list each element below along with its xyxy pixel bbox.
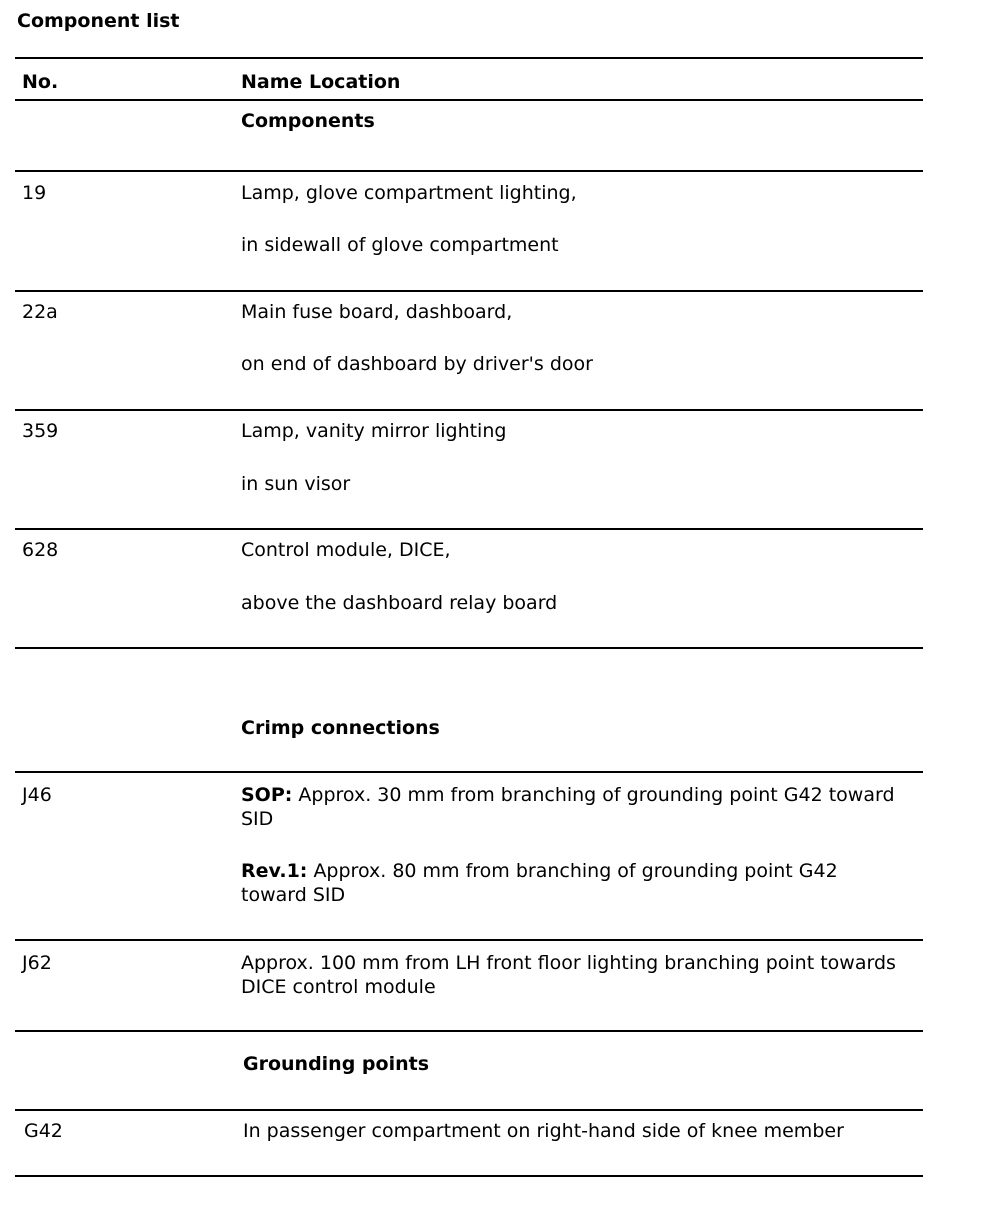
document-title: Component list: [17, 10, 180, 32]
row-description: In passenger compartment on right-hand side of knee member: [243, 1120, 844, 1142]
row-name: Main fuse board, dashboard,: [241, 301, 513, 323]
section-heading-crimp-connections: Crimp connections: [241, 717, 440, 739]
row-divider: [15, 1109, 923, 1111]
section-end-rule: [15, 647, 923, 649]
section-heading-grounding-points: Grounding points: [243, 1053, 430, 1075]
row-location: on end of dashboard by driver's door: [241, 353, 593, 375]
row-location: above the dashboard relay board: [241, 592, 558, 614]
column-header-name-location: Name Location: [241, 71, 401, 93]
row-divider: [15, 409, 923, 411]
section-heading-components: Components: [241, 110, 375, 132]
row-divider: [15, 528, 923, 530]
row-rev-description: [241, 859, 901, 907]
row-name: Lamp, glove compartment lighting,: [241, 182, 577, 204]
row-location: in sun visor: [241, 473, 351, 495]
row-divider: [15, 1030, 923, 1032]
row-divider: [15, 290, 923, 292]
header-bottom-rule: [15, 99, 923, 101]
sop-label: SOP:: [241, 784, 293, 806]
column-header-no: No.: [22, 71, 59, 93]
rev-text: Approx. 80 mm from branching of grounding point G42 toward SID: [241, 860, 838, 906]
row-number: G42: [24, 1120, 63, 1142]
row-number: J46: [22, 784, 52, 806]
row-number: 359: [22, 420, 59, 442]
row-number: 22a: [22, 301, 58, 323]
row-divider: [15, 771, 923, 773]
row-number: J62: [22, 952, 52, 974]
row-name: Control module, DICE,: [241, 539, 451, 561]
sop-text: Approx. 30 mm from branching of grounding point G42 toward SID: [241, 784, 895, 830]
row-description: Approx. 100 mm from LH front floor lighting branching point towards DICE control module: [241, 952, 896, 998]
table-end-rule: [15, 1175, 923, 1177]
row-sop-description: [241, 783, 901, 831]
row-name: Lamp, vanity mirror lighting: [241, 420, 507, 442]
row-location: in sidewall of glove compartment: [241, 234, 559, 256]
row-divider: [15, 939, 923, 941]
row-divider: [15, 170, 923, 172]
row-number: 628: [22, 539, 59, 561]
row-number: 19: [22, 182, 47, 204]
header-top-rule: [15, 57, 923, 59]
rev-label: Rev.1:: [241, 860, 308, 882]
